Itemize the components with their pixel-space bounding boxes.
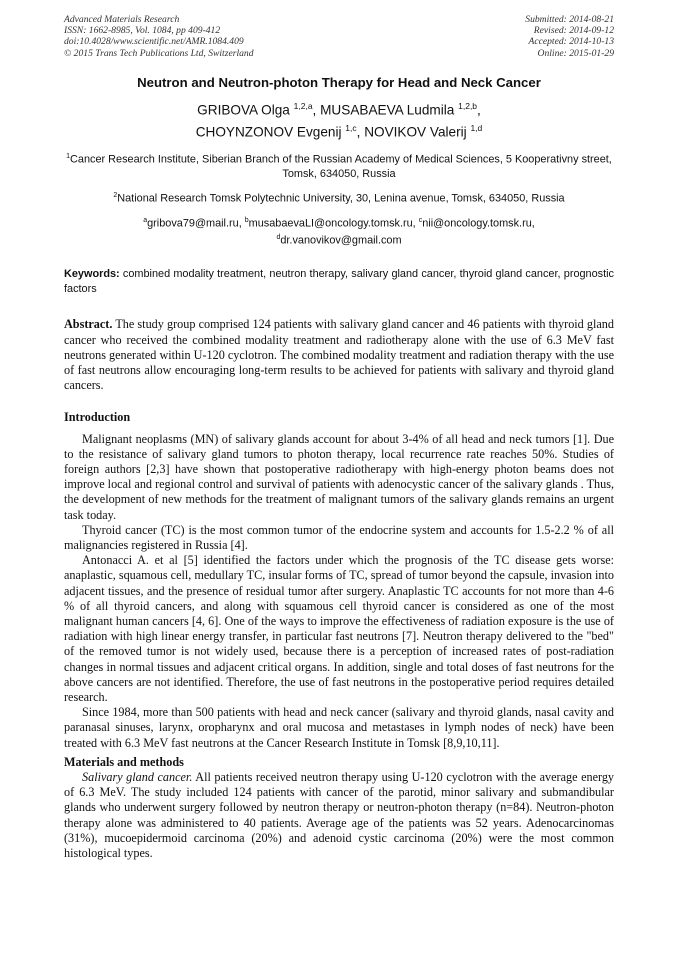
accepted-date: Accepted: 2014-10-13: [528, 36, 614, 48]
email-sup: c: [418, 217, 423, 225]
methods-lead: Salivary gland cancer.: [82, 770, 193, 785]
email-line-2: [64, 231, 614, 248]
journal-copyright: © 2015 Trans Tech Publications Ltd, Switzerland: [64, 47, 254, 59]
email-link[interactable]: musabaevaLI@oncology.tomsk.ru,: [248, 217, 416, 230]
revised-date: Revised: 2014-09-12: [533, 25, 614, 37]
abstract-text: The study group comprised 124 patients with salivary gland cancer and 46 patients with thyroid gland cancer who received the combined modality treatment and radiotherapy alone with the use of 6.3 MeV fast neutrons generated within U-120 cyclotron. The combined modality treatment and radiation therapy with the use of fast neutrons allow encouraging long-term results to be achieved for patients with salivary and thyroid gland cancers.: [64, 317, 614, 393]
journal-info: [64, 14, 254, 59]
submitted-date: Submitted: 2014-08-21: [525, 14, 614, 25]
methods-paragraph: [64, 770, 614, 861]
author-sup: 1,2,b: [458, 100, 478, 111]
author-sup: 1,2,a: [293, 100, 313, 111]
abstract-label: Abstract.: [64, 317, 113, 332]
submission-dates: [525, 14, 614, 59]
email-line-1: [64, 214, 614, 231]
abstract: [64, 317, 614, 393]
journal-name: Advanced Materials Research: [64, 14, 180, 25]
email-link[interactable]: dr.vanovikov@gmail.com: [280, 234, 402, 247]
introduction-paragraph: Thyroid cancer (TC) is the most common tumor of the endocrine system and accounts for 1.5-2.2 % of all malignancies registered in Russia [4].: [64, 522, 614, 553]
email-link[interactable]: gribova79@mail.ru,: [147, 217, 242, 230]
affiliation-sup: 2: [113, 191, 118, 199]
affiliation-1: [64, 150, 614, 181]
affiliation-2: [64, 189, 614, 206]
journal-doi: doi:10.4028/www.scientific.net/AMR.1084.409: [64, 36, 244, 48]
affiliation-text: Cancer Research Institute, Siberian Branch of the Russian Academy of Medical Sciences, 5 Kooperativny street, Tomsk, 634050, Russia: [70, 153, 612, 180]
keywords-label: Keywords:: [64, 268, 120, 281]
author-line-1: GRIBOVA Olga $^{1,2,a}$, MUSABAEVA Ludmila $^{1,2,b}$,: [197, 100, 481, 118]
email-sup: d: [276, 234, 281, 242]
email-sup: b: [244, 217, 249, 225]
author-name: NOVIKOV Valerij: [364, 124, 467, 140]
journal-issn: ISSN: 1662-8985, Vol. 1084, pp 409-412: [64, 25, 221, 37]
author-line-2: CHOYNZONOV Evgenij $^{1,c}$, NOVIKOV Valerij $^{1,d}$: [195, 123, 483, 140]
online-date: Online: 2015-01-29: [537, 47, 614, 59]
methods-text: All patients received neutron therapy using U-120 cyclotron with the average energy of 6.3 MeV. The study included 124 patients with cancer of the parotid, minor salivary and submandibular glands who underwent surgery followed by neutron therapy or neutron-photon therapy (n=84). Neutron-photon therapy alone was administered to 40 patients. Average age of the patients was 52 years. Adenocarcinomas (31%), mucoepidermoid carcinoma (20%) and adenoid cystic carcinoma (20%) were the most common histological types.: [64, 770, 615, 861]
keywords: [64, 267, 614, 296]
introduction-paragraph: Since 1984, more than 500 patients with head and neck cancer (salivary and thyroid glands, nasal cavity and paranasal sinuses, larynx, oropharynx and oral mucosa and metastases in lymph nodes of neck) have been treated with 6.3 MeV fast neutrons at the Cancer Research Institute in Tomsk [8,9,10,11].: [64, 705, 614, 750]
methods-heading: Materials and methods: [64, 754, 184, 769]
author-emails: [64, 214, 614, 248]
journal-header: [64, 14, 614, 59]
author-sup: 1,d: [470, 123, 483, 134]
introduction-heading: Introduction: [64, 410, 131, 425]
email-link[interactable]: nii@oncology.tomsk.ru,: [422, 217, 535, 230]
paper-page: [64, 14, 614, 861]
affiliation-text: National Research Tomsk Polytechnic University, 30, Lenina avenue, Tomsk, 634050, Russia: [117, 192, 565, 205]
introduction-paragraph: Antonacci A. et al [5] identified the factors under which the prognosis of the TC disease gets worse: anaplastic, squamous cell, medullary TC, insular forms of TC, spread of tumor beyond the capsule, invasion into adjacent tissues, and the presence of residual tumor after surgery. Anaplastic TC accounts for not more than 4-6 % of all thyroid cancers, and along with squamous cell thyroid cancer is considered as one of the most malignant human cancers [4, 6]. One of the ways to improve the effectiveness of radiation exposure is the use of radiation with high linear energy transfer, in particular fast neutrons [7]. Neutron therapy delivered to the "bed" of the removed tumor is not widely used, because there is a perception of increased rates of post-radiation changes in normal tissues and adjacent critical organs. In addition, single and total doses of fast neutrons for the above cancers are not identified. Therefore, the use of fast neutrons in the postoperative period requires detailed research.: [64, 553, 614, 705]
author-name: MUSABAEVA Ludmila: [320, 102, 455, 118]
introduction-paragraph: Malignant neoplasms (MN) of salivary glands account for about 3-4% of all head and neck tumors [1]. Due to the resistance of salivary gland tumors to photon therapy, local recurrence rate reaches 50%. Studies of foreign authors [2,3] have shown that postoperative radiotherapy with high-energy photon beams does not improve local and regional control and survival of patients with adenocystic cancer of the salivary glands . Thus, the development of new methods for the treatment of malignant tumors of the salivary glands remains an urgent task today.: [64, 431, 614, 522]
introduction-body: [64, 432, 614, 751]
paper-title: Neutron and Neutron-photon Therapy for Head and Neck Cancer: [137, 74, 541, 90]
author-list: [64, 97, 614, 142]
methods-body: [64, 770, 614, 861]
email-sup: a: [143, 217, 148, 225]
affiliation-sup: 1: [66, 152, 71, 160]
keywords-text: combined modality treatment, neutron therapy, salivary gland cancer, thyroid gland cancer, prognostic factors: [64, 268, 615, 295]
author-name: GRIBOVA Olga: [197, 102, 290, 118]
author-sup: 1,c: [345, 123, 357, 134]
author-name: CHOYNZONOV Evgenij: [195, 124, 342, 140]
